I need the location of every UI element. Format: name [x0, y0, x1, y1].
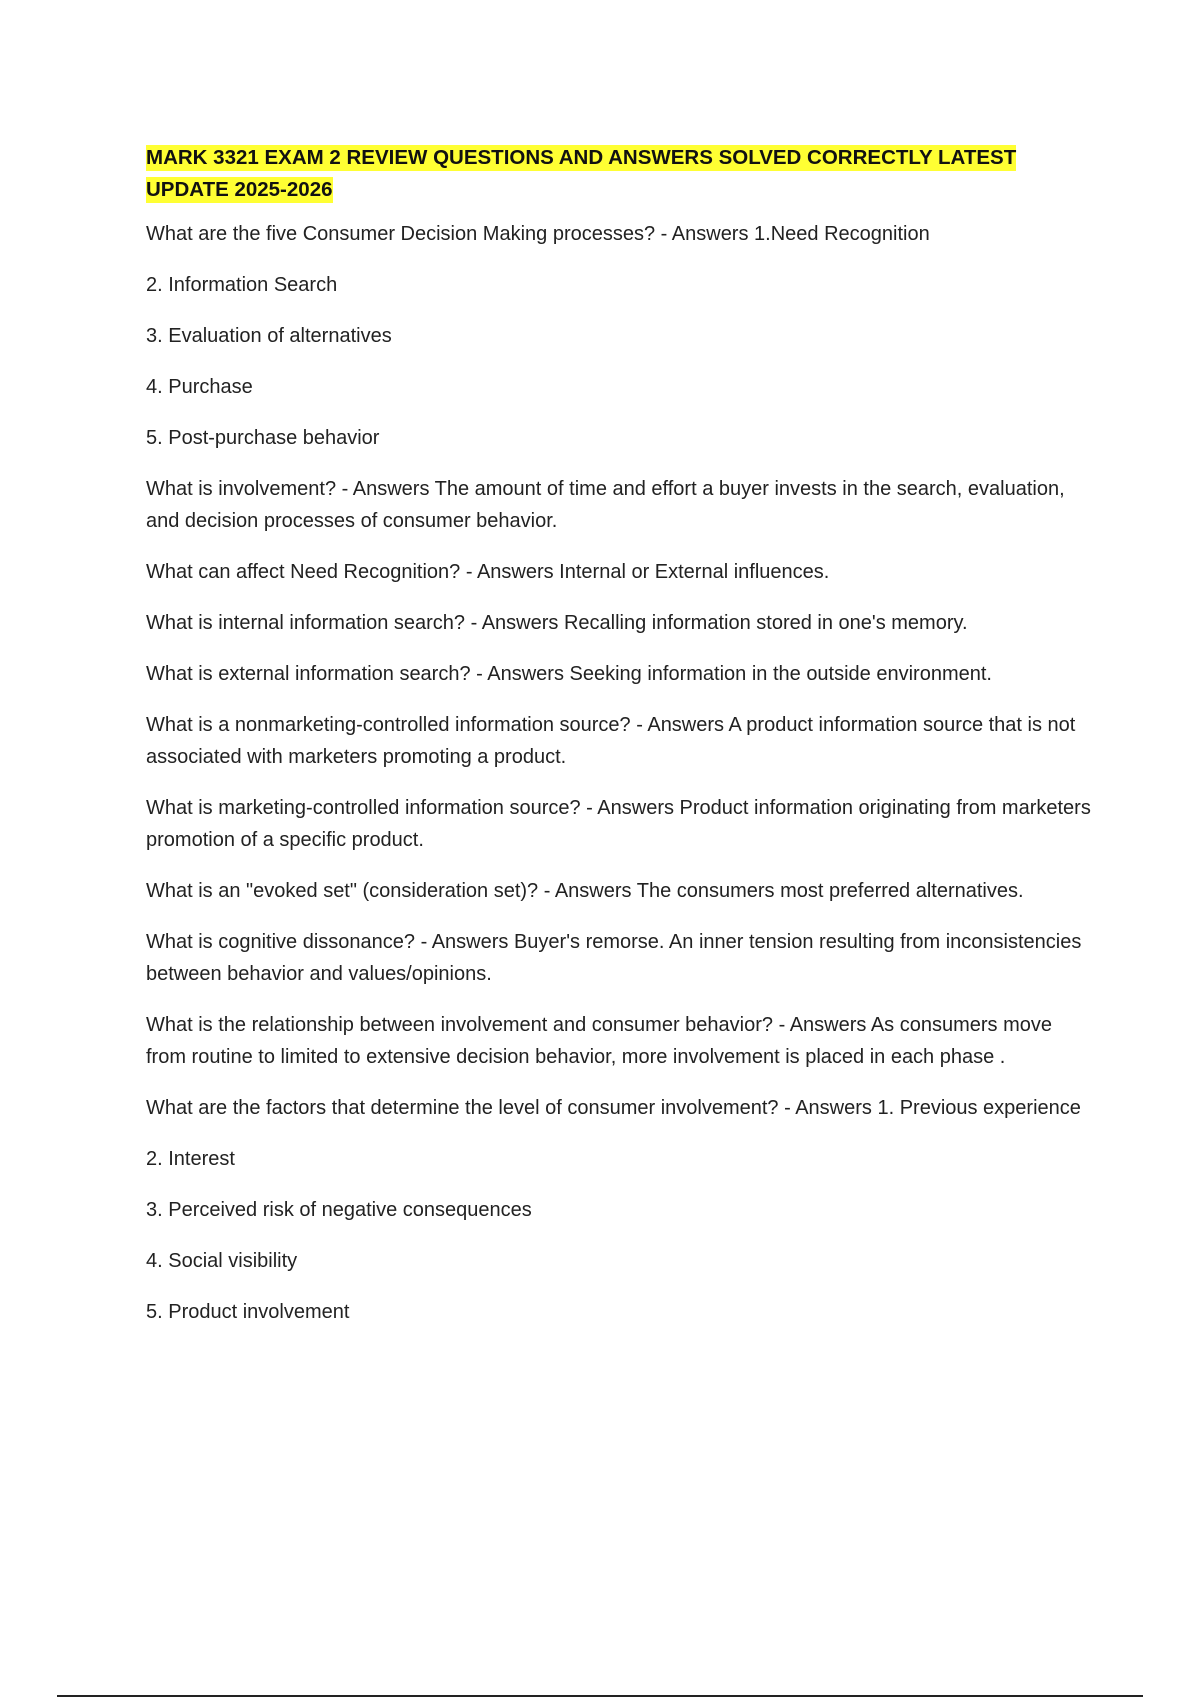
answer-list-item: 5. Post-purchase behavior	[146, 427, 380, 449]
question-paragraph: What are the factors that determine the level of consumer involvement? - Answers 1. Previous experience	[146, 1097, 1081, 1119]
answer-list-item: 3. Evaluation of alternatives	[146, 325, 392, 347]
footer-rule	[57, 1695, 1143, 1697]
title-highlight: MARK 3321 EXAM 2 REVIEW QUESTIONS AND ANSWERS SOLVED CORRECTLY LATEST UPDATE 2025-2026	[146, 146, 1017, 201]
question-paragraph: What is the relationship between involvement and consumer behavior? - Answers As consumers move from routine to limited to extensive decision behavior, more involvement is placed in each phase .	[146, 1014, 1053, 1068]
question-paragraph: What is a nonmarketing-controlled information source? - Answers A product information source that is not associated with marketers promoting a product.	[146, 714, 1076, 768]
question-paragraph: What is marketing-controlled information source? - Answers Product information originating from marketers promotion of a specific product.	[146, 797, 1091, 851]
answer-list-item: 3. Perceived risk of negative consequences	[146, 1199, 532, 1221]
question-paragraph: What is external information search? - Answers Seeking information in the outside environment.	[146, 663, 992, 685]
document-title	[146, 142, 1096, 206]
question-paragraph: What can affect Need Recognition? - Answers Internal or External influences.	[146, 561, 830, 583]
answer-list-item: 2. Interest	[146, 1148, 235, 1170]
question-paragraph: What is an "evoked set" (consideration set)? - Answers The consumers most preferred alternatives.	[146, 880, 1024, 902]
answer-list-item: 5. Product involvement	[146, 1301, 350, 1323]
question-paragraph: What is internal information search? - Answers Recalling information stored in one's memory.	[146, 612, 968, 634]
document-page	[146, 142, 1096, 1347]
question-paragraph: What is involvement? - Answers The amount of time and effort a buyer invests in the search, evaluation, and decision processes of consumer behavior.	[146, 478, 1065, 532]
question-paragraph: What is cognitive dissonance? - Answers Buyer's remorse. An inner tension resulting from inconsistencies between behavior and values/opinions.	[146, 931, 1082, 985]
answer-list-item: 4. Purchase	[146, 376, 253, 398]
answer-list-item: 4. Social visibility	[146, 1250, 298, 1272]
answer-list-item: 2. Information Search	[146, 274, 338, 296]
question-paragraph: What are the five Consumer Decision Making processes? - Answers 1.Need Recognition	[146, 223, 930, 245]
